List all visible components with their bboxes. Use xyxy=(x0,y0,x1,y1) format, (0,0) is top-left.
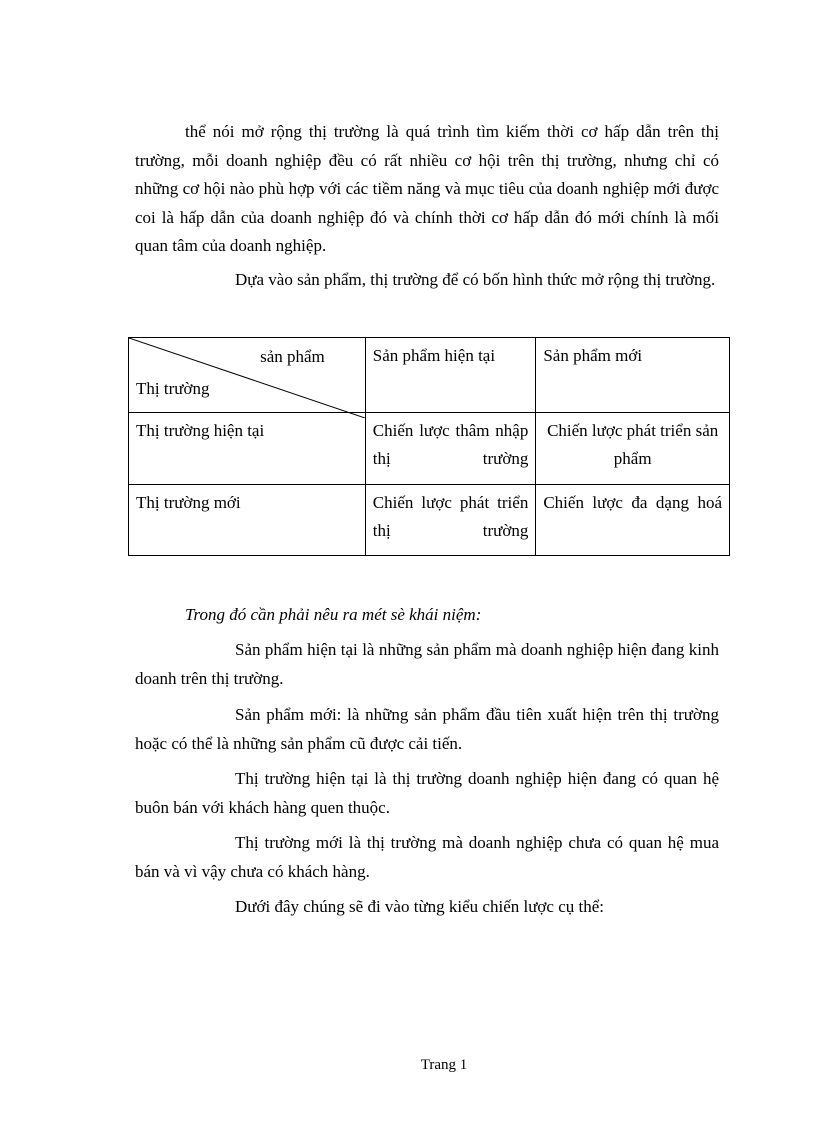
paragraph-new-market: Thị trường mới là thị trường mà doanh nghiệp chưa có quan hệ mua bán và vì vậy chưa có khách hàng. xyxy=(135,833,719,881)
column-header-current-product: Sản phẩm hiện tại xyxy=(365,338,536,413)
paragraph-forms: Dựa vào sản phẩm, thị trường để có bốn hình thức mở rộng thị trường. xyxy=(235,270,716,289)
cell-market-development: Chiến lược phát triển thị trường xyxy=(365,485,536,556)
cell-diversification: Chiến lược đa dạng hoá xyxy=(536,485,730,556)
table-corner-cell xyxy=(129,338,366,413)
paragraph-current-market: Thị trường hiện tại là thị trường doanh nghiệp hiện đang có quan hệ buôn bán với khách hàng quen thuộc. xyxy=(135,769,719,817)
paragraph-new-product: Sản phẩm mới: là những sản phẩm đầu tiên xuất hiện trên thị trường hoặc có thể là những sản phẩm cũ được cải tiến. xyxy=(135,705,719,753)
corner-label-market: Thị trường xyxy=(136,379,210,398)
paragraph-strategies-intro: Dưới đây chúng sẽ đi vào từng kiểu chiến lược cụ thể: xyxy=(235,897,605,916)
table-row xyxy=(129,413,730,485)
paragraph-concepts-intro: Trong đó cần phải nêu ra mét sè khái niệm: xyxy=(185,605,482,624)
corner-label-product: sản phẩm xyxy=(260,347,325,366)
paragraph-intro: thể nói mở rộng thị trường là quá trình tìm kiếm thời cơ hấp dẫn trên thị trường, mỗi doanh nghiệp đều có rất nhiều cơ hội trên thị trường, nhưng chỉ có những cơ hội nào phù hợp với các tiềm năng và mục tiêu của doanh nghiệp mới được coi là hấp dẫn của doanh nghiệp đó và chính thời cơ hấp dẫn đó mới chính là mối quan tâm của doanh nghiệp. xyxy=(135,122,719,255)
table-header-row xyxy=(129,338,730,413)
row-header-current-market: Thị trường hiện tại xyxy=(129,413,366,485)
table-row xyxy=(129,485,730,556)
page-number: Trang 1 xyxy=(420,1057,468,1073)
cell-market-penetration: Chiến lược thâm nhập thị trường xyxy=(365,413,536,485)
cell-product-development: Chiến lược phát triển sản phẩm xyxy=(536,413,730,485)
product-market-matrix xyxy=(128,337,730,556)
paragraph-current-product: Sản phẩm hiện tại là những sản phẩm mà doanh nghiệp hiện đang kinh doanh trên thị trường. xyxy=(135,640,719,688)
column-header-new-product: Sản phẩm mới xyxy=(536,338,730,413)
row-header-new-market: Thị trường mới xyxy=(129,485,366,556)
